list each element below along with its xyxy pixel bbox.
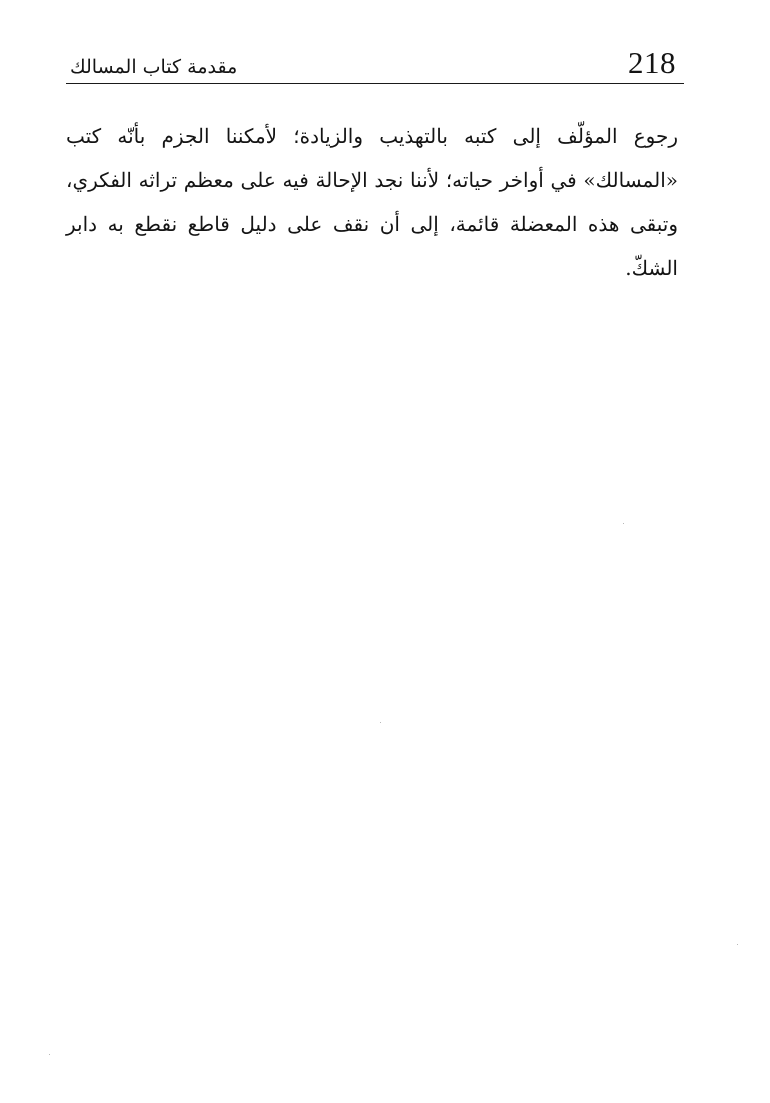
page-number: 218 — [628, 45, 676, 80]
scan-speck — [380, 722, 381, 723]
header-rule — [66, 83, 684, 84]
scan-speck — [623, 523, 624, 524]
scan-speck — [737, 944, 738, 945]
scan-speck — [49, 1054, 50, 1055]
body-paragraph: رجوع المؤلّف إلى كتبه بالتهذيب والزيادة؛ لأمكننا الجزم بأنّه كتب «المسالك» في أواخر حياته؛ لأننا نجد الإحالة فيه على معظم تراثه الفكري، وتبقى هذه المعضلة قائمة، إلى أن نقف على دليل قاطع نقطع به دابر الشكّ. — [66, 124, 678, 280]
page-header — [66, 44, 684, 84]
running-head: مقدمة كتاب المسالك — [70, 56, 238, 78]
